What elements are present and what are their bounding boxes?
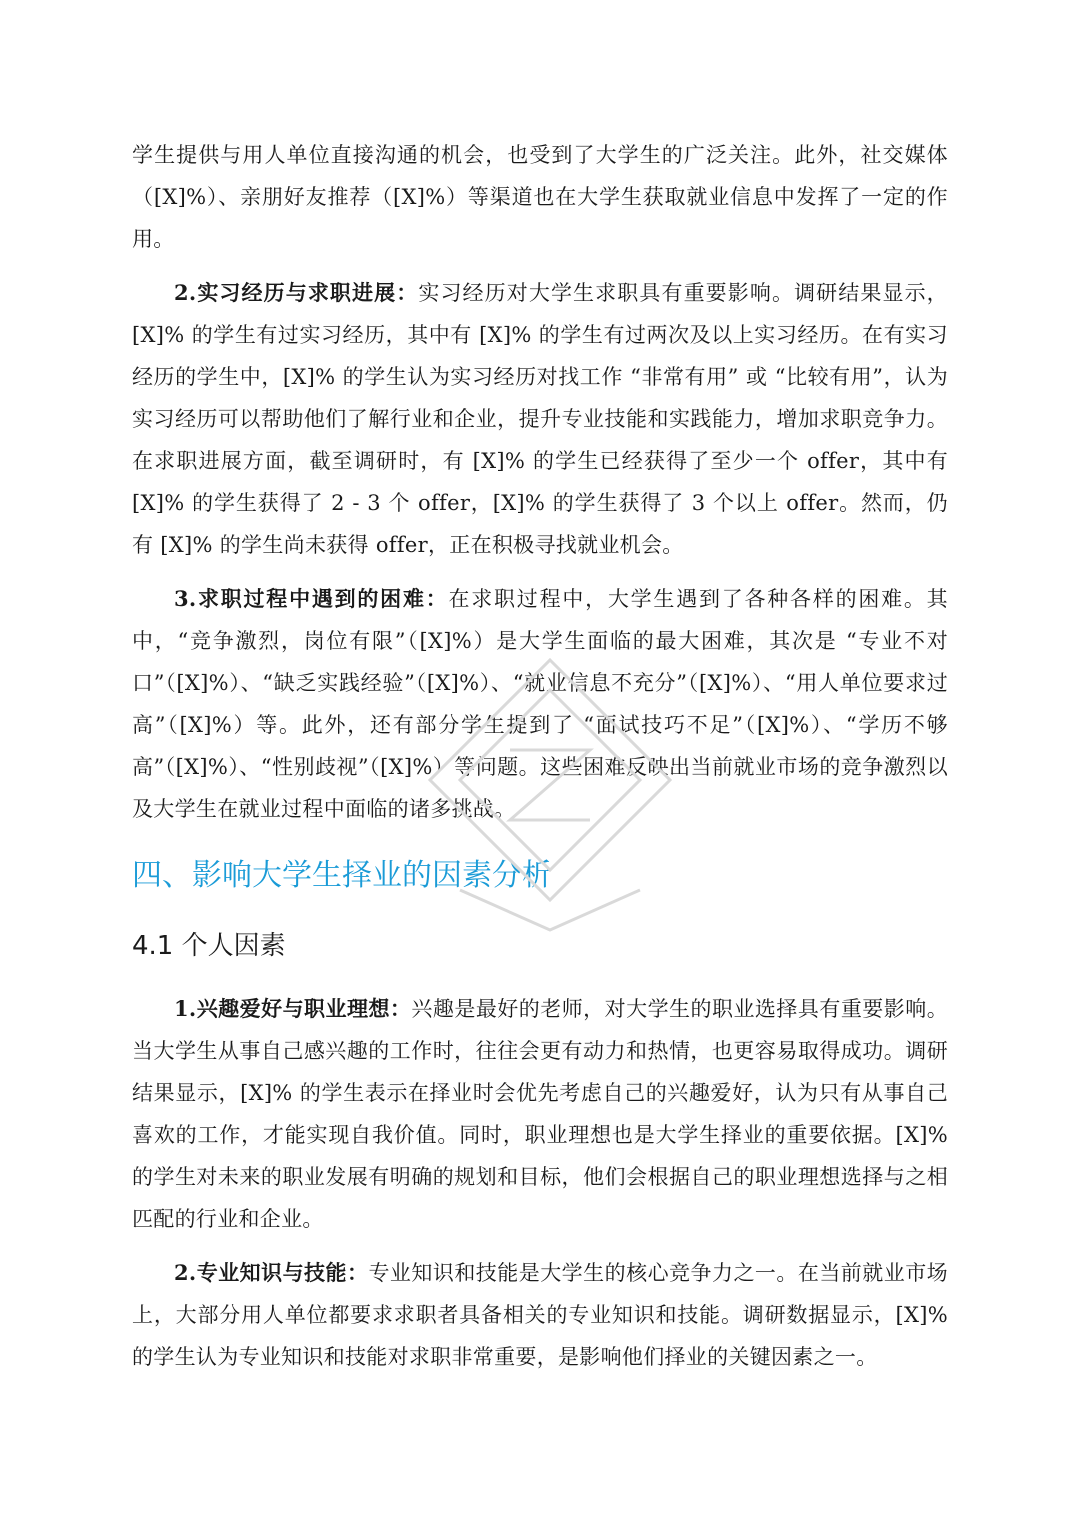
paragraph-text: 学生提供与用人单位直接沟通的机会，也受到了大学生的广泛关注。此外，社交媒体（[X]%）、亲朋好友推荐（[X]%）等渠道也在大学生获取就业信息中发挥了一定的作用。 bbox=[132, 143, 948, 251]
paragraph-text: 实习经历对大学生求职具有重要影响。调研结果显示，[X]% 的学生有过实习经历，其中有 [X]% 的学生有过两次及以上实习经历。在有实习经历的学生中，[X]% 的学生认为实习经历对找工作 “非常有用” 或 “比较有用”，认为实习经历可以帮助他们了解行业和企业，提升专业技能和实践能力，增加求职竞争力。在求职进展方面，截至调研时，有 [X]% 的学生已经获得了至少一个 offer，其中有 [X]% 的学生获得了 2 - 3 个 offer，[X]% 的学生获得了 3 个以上 offer。然而，仍有 [X]% 的学生尚未获得 offer，正在积极寻找就业机会。 bbox=[132, 281, 948, 557]
paragraph-text: 专业知识和技能是大学生的核心竞争力之一。在当前就业市场上，大部分用人单位都要求求职者具备相关的专业知识和技能。调研数据显示，[X]% 的学生认为专业知识和技能对求职非常重要，是影响他们择业的关键因素之一。 bbox=[132, 1261, 948, 1369]
paragraph-interests-ideals bbox=[132, 988, 948, 1240]
paragraph-label: 1.兴趣爱好与职业理想： bbox=[174, 996, 412, 1021]
document-page bbox=[132, 134, 948, 1390]
paragraph-label: 3.求职过程中遇到的困难： bbox=[174, 586, 449, 611]
paragraph-professional-skills bbox=[132, 1252, 948, 1378]
paragraph-label: 2.专业知识与技能： bbox=[174, 1260, 369, 1285]
paragraph-text: 兴趣是最好的老师，对大学生的职业选择具有重要影响。当大学生从事自己感兴趣的工作时，往往会更有动力和热情，也更容易取得成功。调研结果显示，[X]% 的学生表示在择业时会优先考虑自己的兴趣爱好，认为只有从事自己喜欢的工作，才能实现自我价值。同时，职业理想也是大学生择业的重要依据。[X]% 的学生对未来的职业发展有明确的规划和目标，他们会根据自己的职业理想选择与之相匹配的行业和企业。 bbox=[132, 997, 948, 1231]
paragraph-text: 在求职过程中，大学生遇到了各种各样的困难。其中，“竞争激烈，岗位有限”（[X]%）是大学生面临的最大困难，其次是 “专业不对口”（[X]%）、“缺乏实践经验”（[X]%）、“就业信息不充分”（[X]%）、“用人单位要求过高”（[X]%）等。此外，还有部分学生提到了 “面试技巧不足”（[X]%）、“学历不够高”（[X]%）、“性别歧视”（[X]%）等问题。这些困难反映出当前就业市场的竞争激烈以及大学生在就业过程中面临的诸多挑战。 bbox=[132, 587, 948, 821]
section-heading: 四、影响大学生择业的因素分析 bbox=[132, 858, 552, 893]
paragraph-job-hunting-difficulties bbox=[132, 578, 948, 830]
subsection-heading: 4.1 个人因素 bbox=[132, 931, 286, 961]
paragraph-label: 2.实习经历与求职进展： bbox=[174, 280, 419, 305]
paragraph-internship-progress bbox=[132, 272, 948, 566]
paragraph-info-channels-continued bbox=[132, 134, 948, 260]
